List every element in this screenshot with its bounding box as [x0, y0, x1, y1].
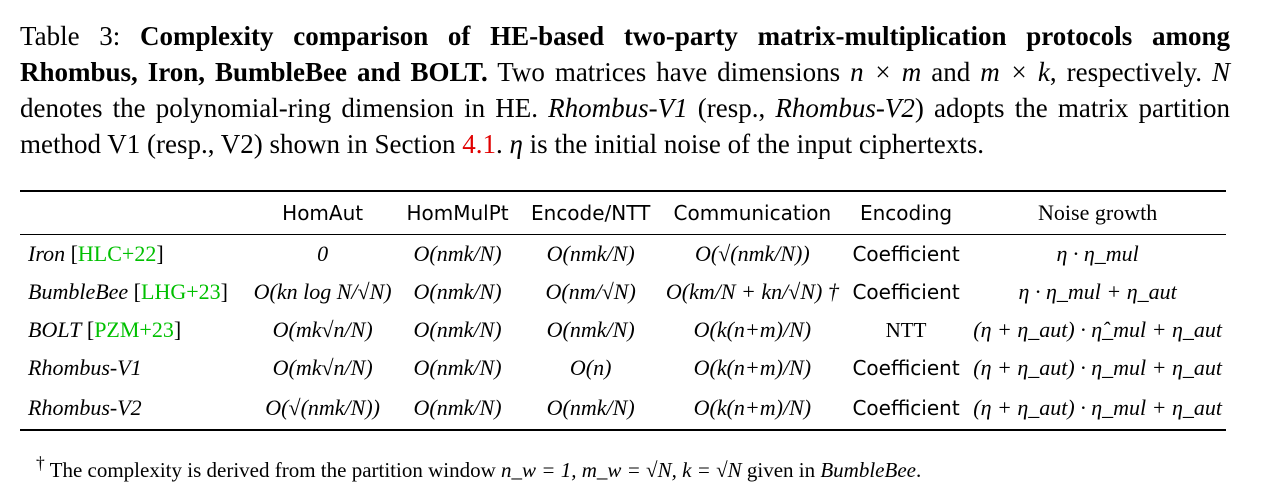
- caption-rhombus-v2: Rhombus-V2: [775, 93, 915, 123]
- footnote-text: given in: [741, 458, 821, 482]
- cell-noise: η · η_mul: [1056, 241, 1139, 266]
- footnote-source: BumbleBee: [820, 458, 916, 482]
- header-encode-ntt: Encode/NTT: [519, 191, 661, 235]
- cell-encoding: Coefficient: [852, 242, 960, 266]
- caption-dim1: n × m: [850, 57, 922, 87]
- cell-noise: η · η_mul + η_aut: [1018, 279, 1177, 304]
- caption-label: Table 3:: [20, 21, 141, 51]
- caption-text: (resp.,: [687, 93, 776, 123]
- row-name: [20, 273, 250, 311]
- header-hommulpt: HomMulPt: [396, 191, 520, 235]
- cell-communication: O(√(nmk/N)): [694, 241, 810, 266]
- cell-homaut: O(mk√n/N): [272, 317, 373, 342]
- cell-hommulpt: O(nmk/N): [413, 317, 502, 342]
- cell-noise: (η + η_aut) · η_mul + η_aut: [973, 355, 1222, 380]
- caption-text: and: [921, 57, 981, 87]
- cell-noise: (η + η_aut) · η̂_mul + η_aut: [973, 317, 1222, 342]
- cite-bracket: ]: [156, 241, 164, 266]
- citation-link[interactable]: PZM+23: [94, 317, 174, 342]
- footnote-formula: n_w = 1, m_w = √N, k = √N: [501, 458, 742, 482]
- cell-homaut: 0: [317, 241, 329, 266]
- cell-encoding: Coefficient: [852, 280, 960, 304]
- cell-encoding: Coefficient: [852, 356, 960, 380]
- cite-bracket: ]: [173, 317, 182, 342]
- cite-bracket: [: [81, 317, 95, 342]
- protocol-name: Iron: [28, 241, 66, 266]
- complexity-table: [20, 190, 1226, 431]
- table-header-row: [20, 191, 1226, 235]
- cell-homaut: O(√(nmk/N)): [250, 387, 396, 430]
- caption-rhombus-v1: Rhombus-V1: [548, 93, 688, 123]
- caption-text: Two matrices have dimensions: [487, 57, 851, 87]
- cell-encode: O(nmk/N): [546, 241, 635, 266]
- cell-hommulpt: O(nmk/N): [413, 279, 502, 304]
- cell-encode: O(n): [569, 355, 612, 380]
- cell-hommulpt: O(nmk/N): [396, 387, 520, 430]
- citation-link[interactable]: HLC+22: [77, 241, 157, 266]
- row-name: [20, 387, 250, 430]
- caption-eta: η: [509, 129, 523, 159]
- caption-N: N: [1212, 57, 1231, 87]
- dagger-mark: †: [36, 453, 45, 473]
- caption-text: is the initial noise of the input ciphertexts.: [522, 129, 985, 159]
- cell-noise: (η + η_aut) · η_mul + η_aut: [969, 387, 1226, 430]
- table-row: [20, 311, 1226, 349]
- table-row: [20, 273, 1226, 311]
- caption-text: , respectively.: [1049, 57, 1212, 87]
- caption-bold-title: Complexity comparison of HE-based two-party matrix-multiplication protocols among Rhombus, Iron, BumbleBee and BOLT.: [20, 21, 1230, 87]
- row-name: [20, 349, 250, 387]
- cell-encode: O(nm/√N): [545, 279, 636, 304]
- protocol-name: BOLT: [28, 317, 82, 342]
- cell-communication: O(km/N + kn/√N) †: [665, 279, 839, 304]
- table-footnote: [36, 448, 921, 485]
- header-blank: [20, 191, 250, 235]
- citation-link[interactable]: LHG+23: [141, 279, 221, 304]
- caption-dim2: m × k: [980, 57, 1050, 87]
- header-homaut: HomAut: [250, 191, 396, 235]
- cite-bracket: ]: [220, 279, 228, 304]
- protocol-name: Rhombus-V2: [28, 395, 142, 420]
- table-row: [20, 349, 1226, 387]
- cell-communication: O(k(n+m)/N): [693, 355, 812, 380]
- header-noise-growth: Noise growth: [969, 191, 1226, 235]
- protocol-name: BumbleBee: [28, 279, 129, 304]
- caption-text: denotes the polynomial-ring dimension in HE.: [20, 93, 549, 123]
- table-row: [20, 235, 1226, 274]
- cell-encode: O(nmk/N): [546, 317, 635, 342]
- footnote-text: .: [915, 458, 922, 482]
- cell-hommulpt: O(nmk/N): [413, 355, 502, 380]
- row-name: [20, 311, 250, 349]
- caption-text: ) adopts the matrix partition method V1 (resp., V2) shown in Section: [20, 93, 1230, 159]
- cell-homaut: O(kn log N/√N): [253, 279, 392, 304]
- table-row: [20, 387, 1226, 430]
- table-caption: [20, 18, 1230, 162]
- cell-encoding: NTT: [885, 317, 927, 342]
- cell-hommulpt: O(nmk/N): [413, 241, 502, 266]
- cell-communication: O(k(n+m)/N): [662, 387, 843, 430]
- caption-text: .: [495, 129, 510, 159]
- footnote-text: The complexity is derived from the partition window: [44, 458, 502, 482]
- cell-communication: O(k(n+m)/N): [693, 317, 812, 342]
- cite-bracket: [: [128, 279, 141, 304]
- cite-bracket: [: [65, 241, 78, 266]
- header-encoding: Encoding: [843, 191, 969, 235]
- cell-homaut: O(mk√n/N): [272, 355, 373, 380]
- cell-encode: O(nmk/N): [519, 387, 661, 430]
- protocol-name: Rhombus-V1: [28, 355, 142, 380]
- cell-encoding: Coefficient: [843, 387, 969, 430]
- section-ref-link[interactable]: 4.1: [462, 129, 496, 159]
- row-name: [20, 235, 250, 274]
- header-communication: Communication: [662, 191, 843, 235]
